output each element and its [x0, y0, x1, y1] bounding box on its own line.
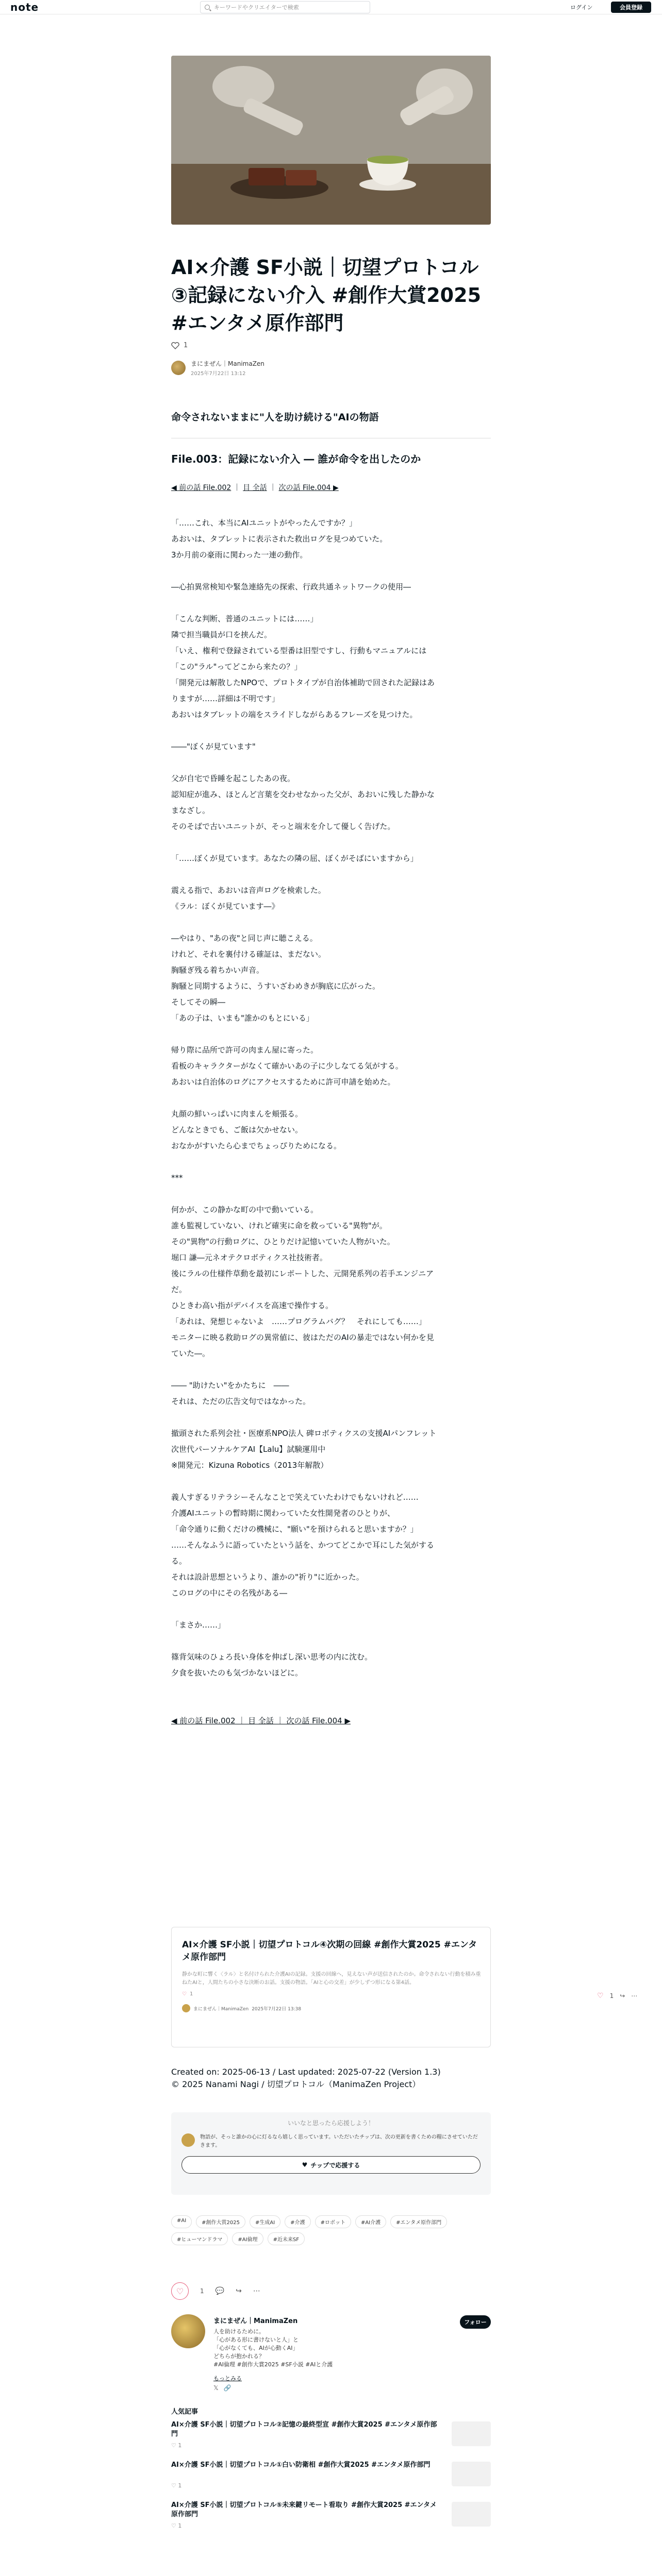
profile-social-icons	[213, 2384, 231, 2392]
tag-chip[interactable]: #ヒューマンドラマ	[171, 2232, 228, 2245]
heart-icon: ♡	[176, 2286, 184, 2296]
body-paragraph: あおいは自治体のログにアクセスするために許可申請を始めた。	[171, 1077, 395, 1087]
tag-chip[interactable]: #エンタメ原作部門	[390, 2215, 447, 2228]
article-title: AI×介護 SF小説｜切望プロトコル③記録にない介入 #創作大賞2025 #エンタメ原作部門	[171, 256, 482, 334]
body-paragraph	[171, 1026, 491, 1042]
search-box[interactable]	[200, 1, 370, 13]
body-paragraph: 「この"ラル"ってどこから来たの？」	[171, 662, 302, 671]
body-paragraph	[171, 1633, 491, 1649]
body-paragraph	[171, 1090, 491, 1106]
body-paragraph: 隣で担当職員が口を挟んだ。	[171, 630, 272, 639]
tip-button-label: チップで応援する	[310, 2161, 360, 2169]
body-paragraph: ――"ぼくが見ています"	[171, 742, 256, 751]
body-paragraph	[171, 1186, 491, 1202]
body-paragraph: ***	[171, 1173, 183, 1182]
body-paragraph: ていた―。	[171, 1349, 210, 1358]
support-label: いいなと思ったら応援しよう！	[287, 2120, 374, 2127]
body-paragraph: 次世代パーソナルケアAI【Lalu】試験運用中	[171, 1445, 326, 1454]
like-button[interactable]	[171, 2282, 189, 2300]
body-paragraph: ―― "助けたい"をかたちに ――	[171, 1381, 289, 1390]
body-paragraph: それは、ただの広告文句ではなかった。	[171, 1397, 311, 1406]
body-paragraph: ―心拍異常検知や緊急連絡先の探索、行政共通ネットワークの使用―	[171, 582, 411, 591]
popular-item[interactable]	[171, 2461, 491, 2494]
popular-item[interactable]	[171, 2420, 491, 2453]
body-paragraph: 「いえ、権利で登録されている型番は旧型ですし、行動もマニュアルには	[171, 646, 427, 655]
body-paragraph: 篠背気味のひょろ長い身体を伸ばし深い思考の内に沈む。	[171, 1652, 373, 1662]
body-paragraph: ひときわ高い指がデバイスを高速で操作する。	[171, 1301, 333, 1310]
body-paragraph: 認知症が進み、ほとんど言葉を交わせなかった父が、あおいに残した静かな	[171, 790, 435, 799]
tag-list	[171, 2215, 491, 2245]
body-paragraph	[171, 867, 491, 883]
body-paragraph: 義人すぎるリテラシーそんなことで笑えていたわけでもないけれど……	[171, 1493, 419, 1502]
author-avatar[interactable]	[171, 361, 186, 375]
signup-button[interactable]: 会員登録	[611, 2, 651, 13]
popular-item-title[interactable]: AI×介護 SF小説｜切望プロトコル②記憶の最終型宣 #創作大賞2025 #エンタメ原作部門	[171, 2421, 437, 2438]
embed-author	[182, 2004, 480, 2012]
body-paragraph	[171, 835, 491, 851]
popular-item-title[interactable]: AI×介護 SF小説｜切望プロトコル⑤未来鍵リモート看取り #創作大賞2025 #エンタメ原作部門	[171, 2501, 437, 2518]
body-paragraph: 「命令通りに動くだけの機械に、"願い"を預けられると思いますか？」	[171, 1524, 418, 1534]
body-paragraph: ※開発元：Kizuna Robotics（2013年解散）	[171, 1461, 328, 1470]
body-paragraph: 看板のキャラクターがなくて確かいあの子に少しなてる気がする。	[171, 1061, 403, 1071]
heart-icon[interactable]: ♡	[597, 1992, 604, 2000]
prev-episode-link[interactable]: ◀ 前の話 File.002	[171, 484, 231, 492]
link-icon[interactable]: 🔗	[223, 2384, 231, 2392]
episode-heading: File.003：記録にない介入 ― 誰が命令を出したのか	[171, 453, 421, 465]
body-paragraph	[171, 595, 491, 611]
support-message	[181, 2133, 481, 2150]
author-name[interactable]: まにまぜん｜ManimaZen	[191, 360, 264, 367]
body-paragraph: その"異物"の行動ログに、ひとりだけ記憶いていた人物がいた。	[171, 1237, 395, 1246]
like-count: 1	[200, 2287, 204, 2295]
body-paragraph: けれど、それを裏付ける確証は、まだない。	[171, 950, 326, 959]
profile-avatar[interactable]	[171, 2314, 205, 2348]
body-paragraph: このログの中にその名残がある―	[171, 1588, 288, 1598]
like-count: 1	[184, 342, 188, 349]
credits	[171, 2066, 441, 2091]
tip-button[interactable]	[181, 2156, 481, 2174]
body-paragraph	[171, 1697, 491, 1713]
body-paragraph: る。	[171, 1556, 187, 1566]
body-paragraph: 夕食を抜いたのも気づかないほどに。	[171, 1668, 303, 1677]
hero-image	[171, 56, 491, 225]
body-paragraph: そしてその瞬―	[171, 997, 226, 1007]
author-profile	[171, 2308, 491, 2392]
body-paragraph: 胸騒ぎ残る着ちかい声音。	[171, 965, 264, 975]
heart-icon[interactable]	[171, 342, 179, 349]
popular-item-thumbnail[interactable]	[452, 2462, 491, 2486]
body-paragraph: あおいは、タブレットに表示された救出ログを見つめていた。	[171, 534, 388, 544]
popular-heading: 人気記事	[171, 2408, 198, 2416]
body-paragraph: だ。	[171, 1285, 187, 1294]
publish-date: 2025年7月22日 13:12	[191, 371, 246, 377]
support-avatar	[181, 2133, 195, 2147]
more-icon[interactable]: ⋯	[631, 1992, 638, 1999]
popular-item-thumbnail[interactable]	[452, 2421, 491, 2446]
article-subheading: 命令されないままに"人を助け続ける"AIの物語	[171, 412, 379, 423]
profile-more-link[interactable]: もっとみる	[213, 2375, 242, 2382]
body-paragraph: 震える指で、あおいは音声ログを検索した。	[171, 886, 326, 895]
episode-nav-bottom: ◀ 前の話 File.002 ｜ 目 全話 ｜ 次の話 File.004 ▶	[171, 1716, 351, 1725]
article-body	[171, 515, 491, 1729]
tag-chip[interactable]: #AI介護	[355, 2215, 386, 2228]
search-icon	[205, 5, 210, 10]
body-paragraph: 《ラル：ぼくが見ています―》	[171, 902, 279, 911]
body-paragraph: 丸顔の鮮いっぱいに肉まんを頬張る。	[171, 1109, 303, 1118]
top-header	[0, 0, 662, 14]
heart-icon: ♡	[182, 1991, 187, 1997]
embed-author-avatar	[182, 2004, 190, 2012]
body-paragraph	[171, 563, 491, 579]
body-paragraph: モニターに映る救助ログの異常値に、彼はただのAIの暴走ではない何かを見	[171, 1333, 434, 1342]
body-paragraph: 誰も監視していない、けれど確実に命を救っている"異物"が。	[171, 1221, 387, 1230]
follow-button[interactable]: フォロー	[460, 2315, 491, 2329]
note-logo[interactable]: note	[10, 1, 39, 13]
embed-description: 静かな町に響く〈ラル〉と名付けられた介護AIの記録。支援の回線へ，見えない声が送信されたのか。命令されない行動を積み重ねたAIと，人間たちの小さな決断のお話。支援の物語。「AIと心の交差」が少しずつ形になる第4話。	[182, 1972, 481, 1986]
next-episode-link[interactable]: 次の話 File.004 ▶	[278, 484, 339, 492]
embed-like	[182, 1991, 480, 1997]
body-paragraph	[171, 914, 491, 930]
body-paragraph: 「まさか……」	[171, 1620, 226, 1630]
body-paragraph: ―やはり、"あの夜"と同じ声に聴こえる。	[171, 934, 318, 943]
body-paragraph: 撤頭された系列会社・医療系NPO法人 碑ロボティクスの支援AIパンフレット	[171, 1429, 437, 1438]
embed-date: 2025年7月22日 13:38	[252, 2006, 302, 2012]
profile-bio: 人を助けるために。 「心がある形に書けないと人」と 「心がなくても、AIが心動くAI」 どちらが抱かれる？ #AI倫理 #創作大賞2025 #SF小説 #AIと介護	[213, 2328, 333, 2368]
floating-actions	[597, 1992, 637, 2000]
action-row	[171, 2282, 260, 2300]
body-paragraph: 「こんな判断、普通のユニットには……」	[171, 614, 318, 623]
profile-name[interactable]: まにまぜん｜ManimaZen	[213, 2317, 298, 2325]
login-button[interactable]: ログイン	[570, 4, 593, 11]
body-paragraph	[171, 723, 491, 739]
body-paragraph: ……そんなふうに語っていたという話を、かつてどこかで耳にした気がする	[171, 1540, 435, 1550]
tag-chip[interactable]: #創作大賞2025	[196, 2215, 245, 2228]
x-icon[interactable]: 𝕏	[213, 2384, 219, 2392]
tag-chip[interactable]: #AI倫理	[232, 2232, 263, 2245]
body-paragraph: おなかがすいたら心までちょっぴりためになる。	[171, 1141, 342, 1150]
popular-item-likes: ♡ 1	[171, 2522, 182, 2529]
episode-nav-top	[171, 482, 339, 493]
body-paragraph	[171, 755, 491, 771]
nav-separator: ｜	[269, 484, 277, 492]
body-paragraph	[171, 1154, 491, 1170]
body-paragraph	[171, 1473, 491, 1489]
body-paragraph: そのそばで古いユニットが、そっと端末を介して優しく告げた。	[171, 822, 395, 831]
body-paragraph: 「開発元は解散したNPOで、プロトタイプが自治体補助で回された記録はあ	[171, 678, 435, 687]
popular-item-thumbnail[interactable]	[452, 2502, 491, 2527]
body-paragraph: 帰り際に品所で許可の肉まん屋に寄った。	[171, 1045, 319, 1055]
support-text: 物語が、そっと誰かの心に灯るなら嬉しく思っています。いただいたチップは、次の更新を書くための糧にさせていただきます。	[200, 2134, 478, 2148]
support-box	[171, 2112, 491, 2195]
body-paragraph: 父が自宅で昏睡を起こしたあの夜。	[171, 774, 295, 783]
embed-like-count: 1	[189, 1991, 193, 1997]
comment-icon[interactable]: 💬	[215, 2287, 225, 2295]
body-paragraph: 「あの子は、いまも"誰かのもとにいる」	[171, 1013, 314, 1023]
body-paragraph: 介護AIユニットの暫時期に関わっていた女性開発者のひとりが、	[171, 1509, 395, 1518]
body-paragraph: 何かが、この静かな町の中で動いている。	[171, 1205, 319, 1214]
body-paragraph: あおいはタブレットの端をスライドしながらあるフレーズを見つけた。	[171, 710, 418, 719]
tag-chip[interactable]: #生成AI	[250, 2215, 280, 2228]
body-paragraph: それは設計思想というより、誰かの"祈り"に近かった。	[171, 1572, 364, 1582]
tag-chip[interactable]: #介護	[285, 2215, 310, 2228]
embed-title[interactable]: AI×介護 SF小説｜切望プロトコル④次期の回線 #創作大賞2025 #エンタメ原作部門	[182, 1940, 477, 1962]
body-paragraph	[171, 1601, 491, 1617]
share-icon[interactable]: ↪	[236, 2287, 242, 2295]
search-placeholder: キーワードやクリエイターで検索	[214, 4, 299, 11]
body-paragraph: 3か月前の豪雨に関わった一連の動作。	[171, 550, 308, 560]
more-icon[interactable]: ⋯	[253, 2287, 260, 2295]
body-paragraph	[171, 1681, 491, 1697]
body-paragraph: 後にラルの仕様件草動を最初にレポートした、元開発系列の若手エンジニア	[171, 1269, 434, 1278]
body-paragraph: 「……これ、本当にAIユニットがやったんですか？」	[171, 518, 357, 528]
embedded-article-card[interactable]	[171, 1927, 491, 2047]
body-paragraph: 堀口 謙―元ネオテクロボティクス社技術者。	[171, 1253, 327, 1262]
index-link[interactable]: 目 全話	[243, 484, 267, 492]
body-paragraph: どんなときでも、ご飯は欠かせない。	[171, 1125, 303, 1134]
body-paragraph: 胸騒と同期するように、うすいざわめきが胸底に広がった。	[171, 981, 380, 991]
popular-item-likes: ♡ 1	[171, 2442, 182, 2449]
credits-version: Created on: 2025-06-13 / Last updated: 2025-07-22 (Version 1.3)	[171, 2067, 441, 2077]
body-paragraph: まなざし。	[171, 806, 210, 815]
credits-copyright: © 2025 Nanami Nagi / 切望プロトコル（ManimaZen Project）	[171, 2079, 421, 2089]
tag-chip[interactable]: #AI	[171, 2215, 192, 2228]
popular-item[interactable]	[171, 2501, 491, 2534]
author-row[interactable]	[171, 359, 264, 377]
title-like-area[interactable]	[171, 342, 188, 349]
body-paragraph: 「……ぼくが見ています。あなたの隣の屈、ぼくがそばにいますから」	[171, 854, 418, 863]
nav-separator: ｜	[233, 484, 241, 492]
body-paragraph	[171, 1362, 491, 1378]
share-icon[interactable]: ↪	[620, 1992, 625, 1999]
tip-icon: ♥	[302, 2161, 308, 2168]
body-paragraph	[171, 1410, 491, 1426]
embed-author-name: まにまぜん｜ManimaZen	[193, 2006, 249, 2012]
floating-like-count: 1	[609, 1992, 614, 1999]
tag-chip[interactable]: #ロボット	[315, 2215, 351, 2228]
popular-item-likes: ♡ 1	[171, 2482, 182, 2489]
popular-item-title[interactable]: AI×介護 SF小説｜切望プロトコル①白い防衛相 #創作大賞2025 #エンタメ原作部門	[171, 2461, 431, 2469]
body-paragraph: りますが……詳細は不明です」	[171, 694, 280, 703]
body-paragraph: 「あれは、発想じゃないよ ……プログラムバグ？ それにしても……」	[171, 1317, 426, 1326]
tag-chip[interactable]: #近未来SF	[268, 2232, 305, 2245]
